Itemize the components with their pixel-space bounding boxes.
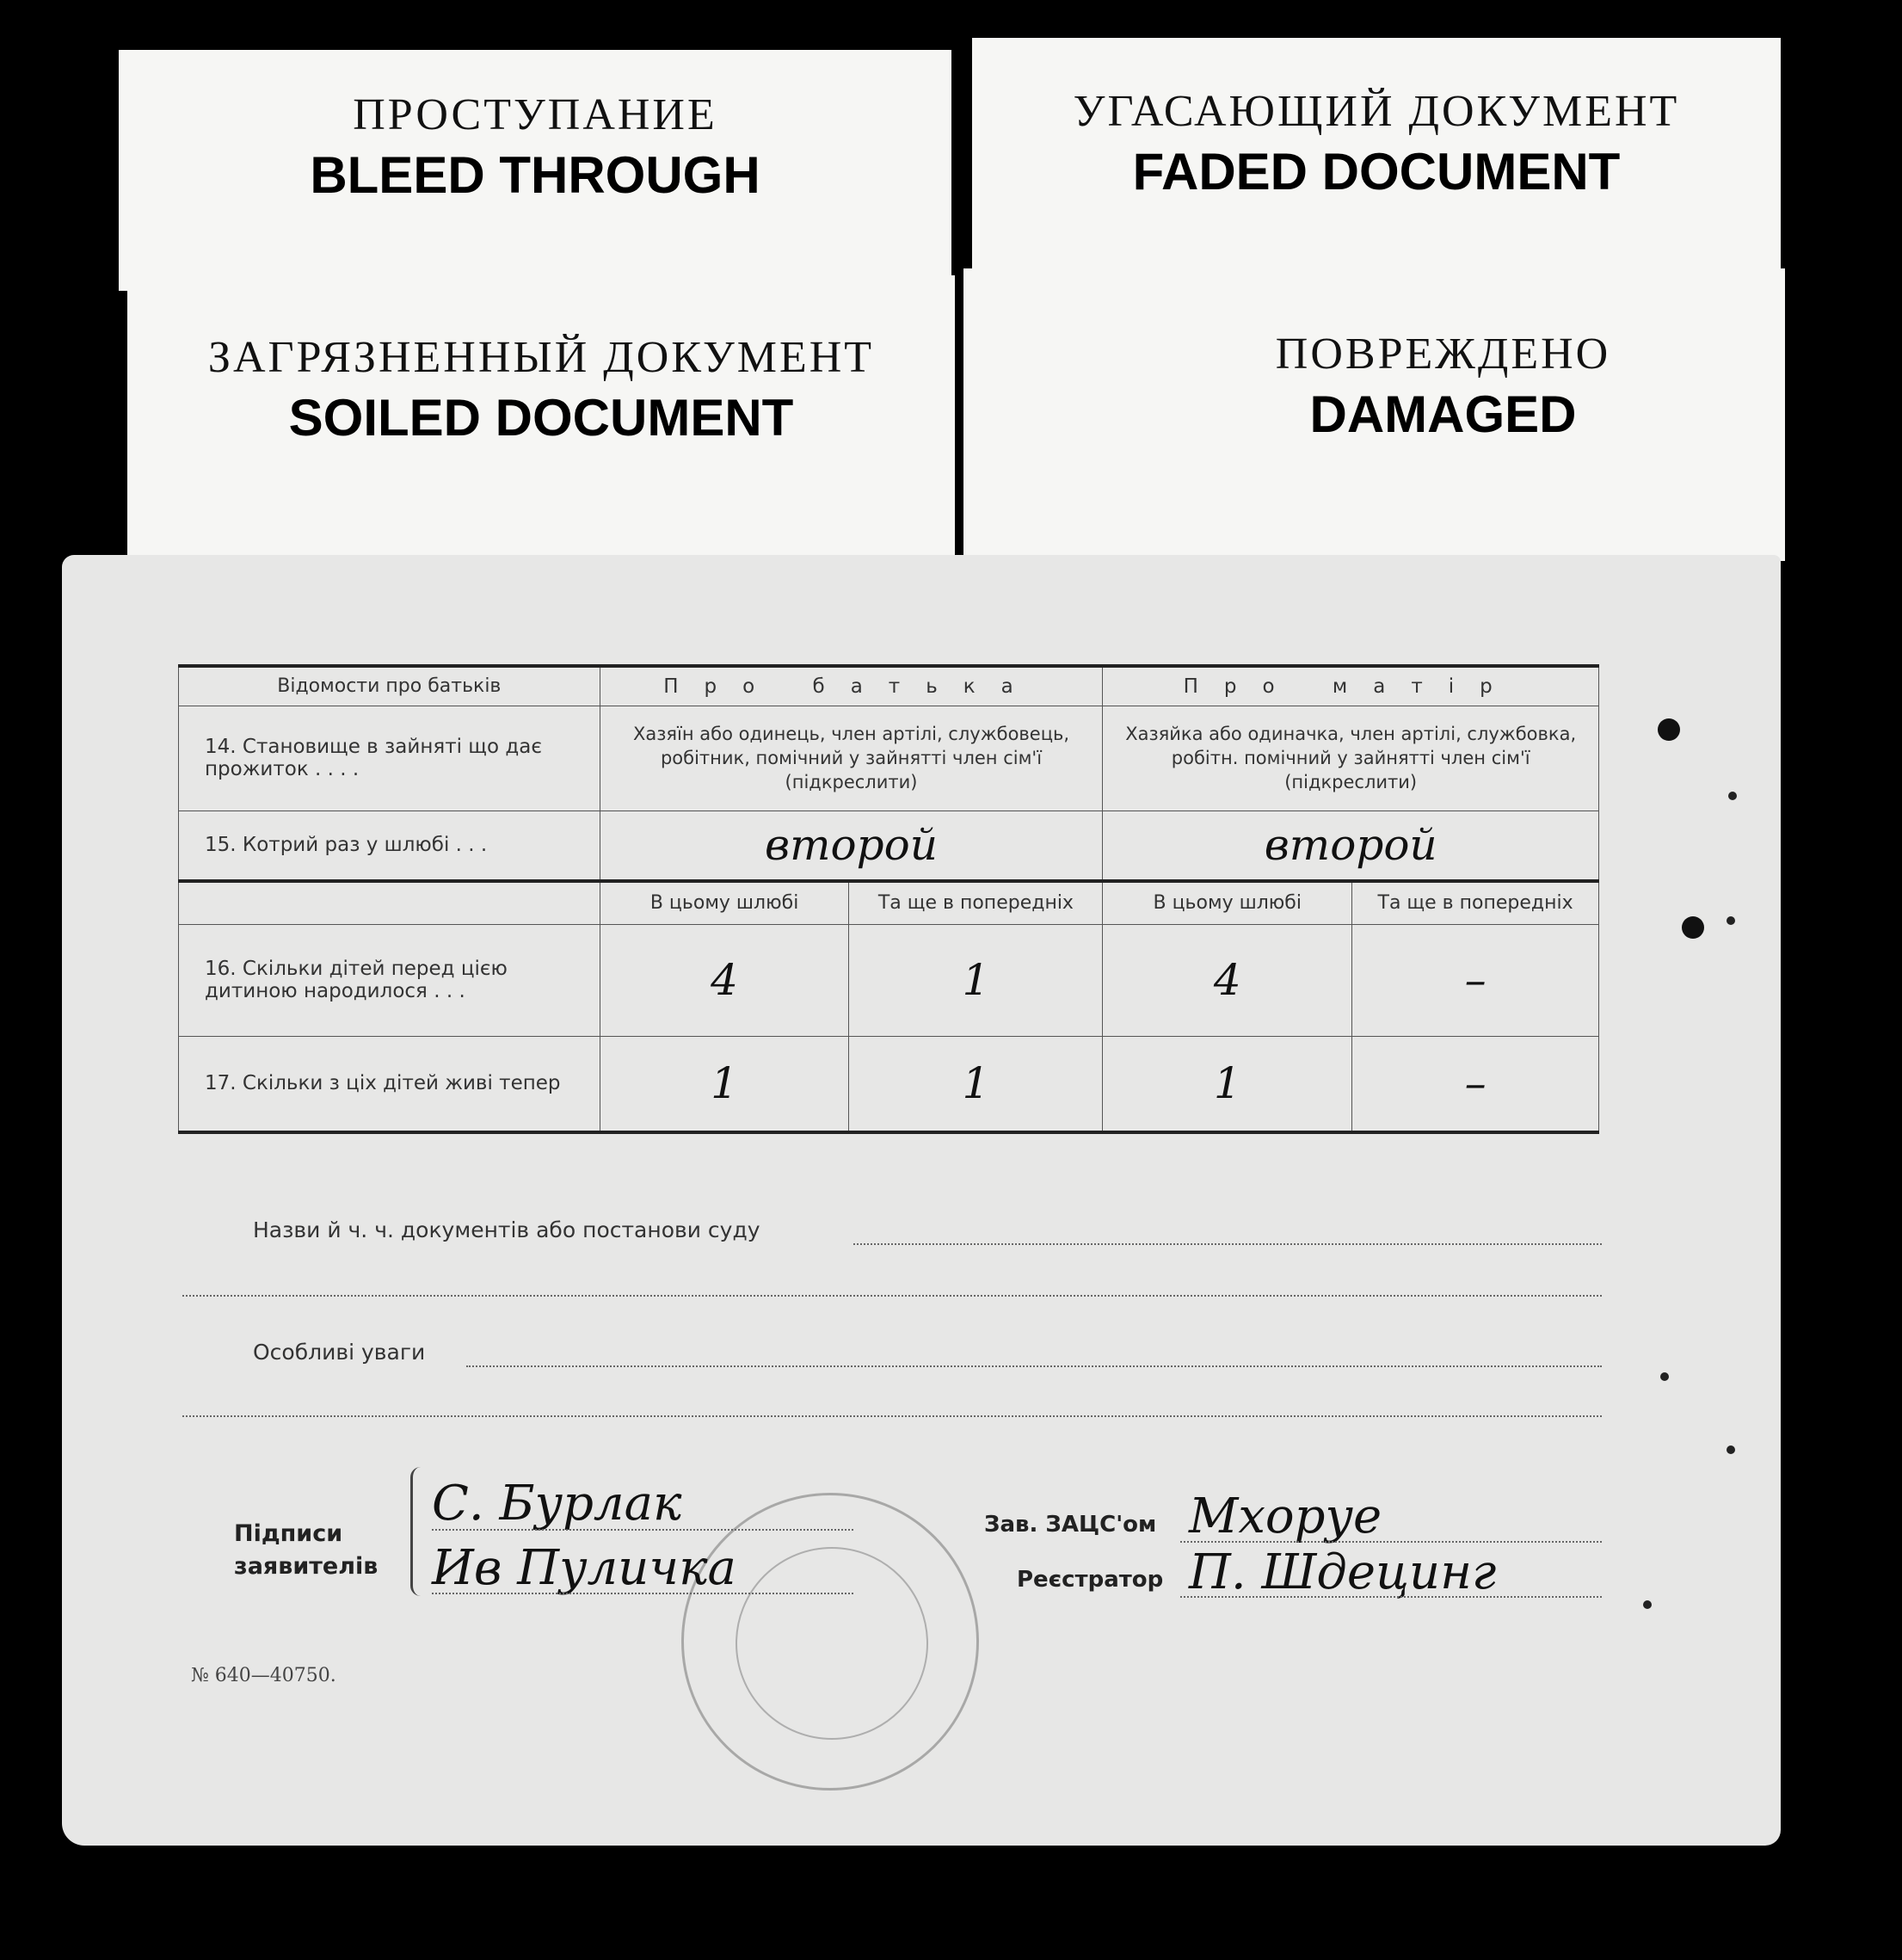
notes-field-line <box>466 1365 1602 1367</box>
table-header-row <box>179 666 1599 706</box>
faded-document-card <box>972 38 1781 270</box>
parents-info-table <box>178 664 1599 1134</box>
faded-document-en: FADED DOCUMENT <box>1132 143 1621 200</box>
subheader-father-this: В цьому шлюбі <box>600 881 849 924</box>
row-14 <box>179 706 1599 811</box>
head-zags-label: Зав. ЗАЦС'ом <box>984 1512 1157 1538</box>
applicant-signature-2-line <box>432 1593 853 1594</box>
header-about-mother: Про матір <box>1103 666 1599 706</box>
bleed-through-ru: ПРОСТУПАНИЕ <box>353 90 717 139</box>
documents-field-line-2 <box>182 1295 1602 1297</box>
row-17-father-prev: 1 <box>849 1036 1103 1132</box>
row-15-mother: второй <box>1103 811 1599 881</box>
damaged-ru: ПОВРЕЖДЕНО <box>1275 330 1611 379</box>
row-15-father: второй <box>600 811 1103 881</box>
applicant-signature-2: Ив Пуличка <box>432 1540 736 1596</box>
soiled-document-card <box>127 275 955 568</box>
damage-speck-3 <box>1727 1445 1735 1454</box>
registration-form-sheet <box>62 555 1781 1846</box>
bleed-through-card <box>119 50 951 291</box>
head-zags-signature: Мхоруе <box>1189 1488 1382 1544</box>
header-about-father: Про батька <box>600 666 1103 706</box>
documents-field-line <box>853 1243 1602 1245</box>
bleed-through-en: BLEED THROUGH <box>310 146 760 204</box>
punch-hole-1 <box>1658 718 1680 741</box>
form-serial-number: № 640—40750. <box>191 1665 336 1686</box>
subheader-empty <box>179 881 600 924</box>
row-15 <box>179 811 1599 881</box>
soiled-document-ru: ЗАГРЯЗНЕННЫЙ ДОКУМЕНТ <box>207 333 875 382</box>
applicants-label-2: заявителів <box>234 1553 379 1580</box>
notes-field-label: Особливі уваги <box>253 1340 426 1365</box>
registrar-label: Реєстратор <box>1017 1567 1164 1593</box>
damage-speck-1 <box>1728 792 1737 800</box>
applicants-brace <box>410 1467 428 1596</box>
row-16-label: 16. Скільки дітей перед цією дитиною народилося . . . <box>179 924 600 1036</box>
row-14-mother: Хазяйка або одиначка, член артілі, службовка, робітн. помічний у зайнятті член сім'ї (підкреслити) <box>1103 706 1599 811</box>
punch-hole-2 <box>1682 916 1704 939</box>
official-seal-inner-ring <box>736 1547 928 1740</box>
documents-field-label: Назви й ч. ч. документів або постанови суду <box>253 1217 760 1242</box>
row-17-mother-this: 1 <box>1103 1036 1352 1132</box>
damage-speck-5 <box>1660 1372 1669 1381</box>
subheader-row <box>179 881 1599 924</box>
soiled-document-en: SOILED DOCUMENT <box>288 389 794 447</box>
applicant-signature-1: С. Бурлак <box>432 1476 682 1532</box>
subheader-mother-this: В цьому шлюбі <box>1103 881 1352 924</box>
row-17-label: 17. Скільки з ціх дітей живі тепер <box>179 1036 600 1132</box>
head-zags-line <box>1180 1541 1602 1543</box>
row-16-mother-this: 4 <box>1103 924 1352 1036</box>
damaged-en: DAMAGED <box>1309 385 1577 443</box>
registrar-line <box>1180 1596 1602 1598</box>
applicant-signature-1-line <box>432 1529 853 1531</box>
subheader-mother-prev: Та ще в попередніх <box>1352 881 1599 924</box>
damage-speck-2 <box>1727 916 1735 925</box>
damage-speck-4 <box>1643 1600 1652 1609</box>
damaged-card <box>963 268 1785 561</box>
row-17-mother-prev: – <box>1352 1036 1599 1132</box>
subheader-father-prev: Та ще в попередніх <box>849 881 1103 924</box>
row-14-label: 14. Становище в зайняті що дає прожиток . . . . <box>179 706 600 811</box>
row-16-mother-prev: – <box>1352 924 1599 1036</box>
row-17 <box>179 1036 1599 1132</box>
notes-field-line-2 <box>182 1415 1602 1417</box>
row-16 <box>179 924 1599 1036</box>
row-14-father: Хазяїн або одинець, член артілі, службовець, робітник, помічний у зайнятті член сім'ї (підкреслити) <box>600 706 1103 811</box>
bleed-through-ghost-text <box>260 589 1378 619</box>
header-parents-info: Відомости про батьків <box>179 666 600 706</box>
registrar-signature: П. Шдецинг <box>1189 1544 1497 1600</box>
applicants-label-1: Підписи <box>234 1520 343 1547</box>
official-seal-stamp <box>681 1493 979 1791</box>
faded-document-ru: УГАСАЮЩИЙ ДОКУМЕНТ <box>1073 87 1680 136</box>
row-17-father-this: 1 <box>600 1036 849 1132</box>
row-15-label: 15. Котрий раз у шлюбі . . . <box>179 811 600 881</box>
row-16-father-this: 4 <box>600 924 849 1036</box>
row-16-father-prev: 1 <box>849 924 1103 1036</box>
